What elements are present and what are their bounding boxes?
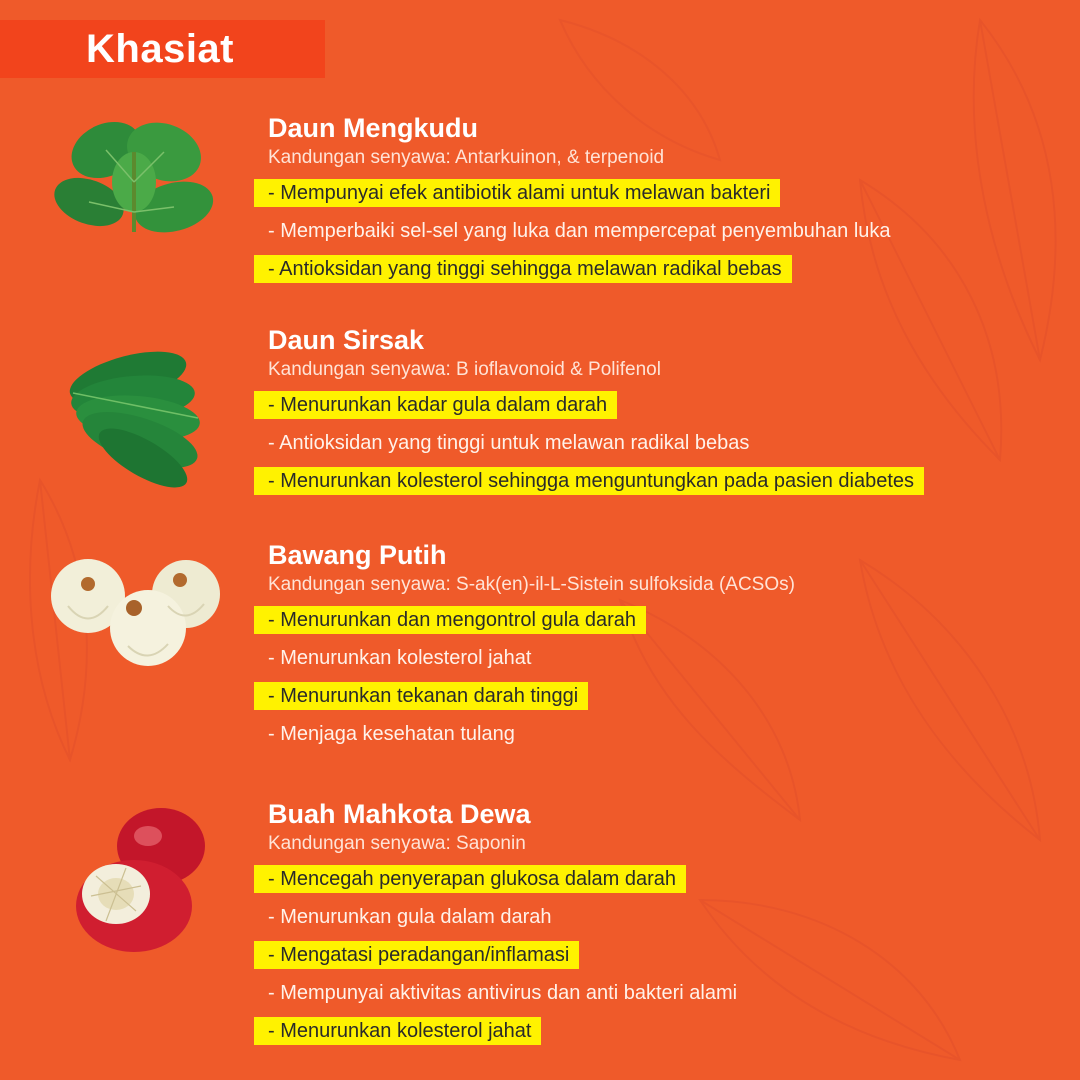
benefit-item: - Mempunyai aktivitas antivirus dan anti bakteri alami	[268, 982, 738, 1004]
benefit-item-highlighted: - Mengatasi peradangan/inflamasi	[254, 941, 579, 969]
benefit-item: - Menurunkan gula dalam darah	[268, 906, 552, 928]
section-title: Daun Sirsak	[268, 325, 425, 355]
section-daun-sirsak	[268, 324, 924, 495]
mahkota-dewa-fruit-image	[66, 806, 216, 956]
benefit-item-highlighted: - Antioksidan yang tinggi sehingga melawan radikal bebas	[254, 255, 792, 283]
benefit-item-highlighted: - Menurunkan kolesterol jahat	[254, 1017, 541, 1045]
section-buah-mahkota-dewa	[268, 798, 737, 1045]
section-daun-mengkudu	[268, 112, 891, 283]
compound-text: Kandungan senyawa: Saponin	[268, 833, 526, 854]
garlic-bulbs-image	[48, 556, 223, 671]
soursop-leaves-image	[58, 338, 208, 488]
benefit-item-highlighted: - Mempunyai efek antibiotik alami untuk melawan bakteri	[254, 179, 780, 207]
section-title: Bawang Putih	[268, 540, 447, 570]
section-title: Buah Mahkota Dewa	[268, 799, 531, 829]
benefit-item-highlighted: - Menurunkan kadar gula dalam darah	[254, 391, 617, 419]
section-bawang-putih	[268, 539, 795, 748]
compound-text: Kandungan senyawa: Antarkuinon, & terpenoid	[268, 147, 665, 168]
section-title: Daun Mengkudu	[268, 113, 478, 143]
benefit-item: - Antioksidan yang tinggi untuk melawan radikal bebas	[268, 432, 750, 454]
benefit-item: - Menjaga kesehatan tulang	[268, 723, 515, 745]
benefit-item-highlighted: - Menurunkan kolesterol sehingga menguntungkan pada pasien diabetes	[254, 467, 924, 495]
compound-text: Kandungan senyawa: B ioflavonoid & Polifenol	[268, 359, 661, 380]
benefit-item: - Memperbaiki sel-sel yang luka dan mempercepat penyembuhan luka	[268, 220, 891, 242]
benefit-item: - Menurunkan kolesterol jahat	[268, 647, 532, 669]
page-title: Khasiat	[86, 27, 234, 71]
noni-leaves-image	[44, 112, 224, 242]
benefit-item-highlighted: - Mencegah penyerapan glukosa dalam darah	[254, 865, 686, 893]
compound-text: Kandungan senyawa: S-ak(en)-il-L-Sistein sulfoksida (ACSOs)	[268, 574, 795, 595]
benefit-item-highlighted: - Menurunkan tekanan darah tinggi	[254, 682, 588, 710]
benefit-item-highlighted: - Menurunkan dan mengontrol gula darah	[254, 606, 646, 634]
